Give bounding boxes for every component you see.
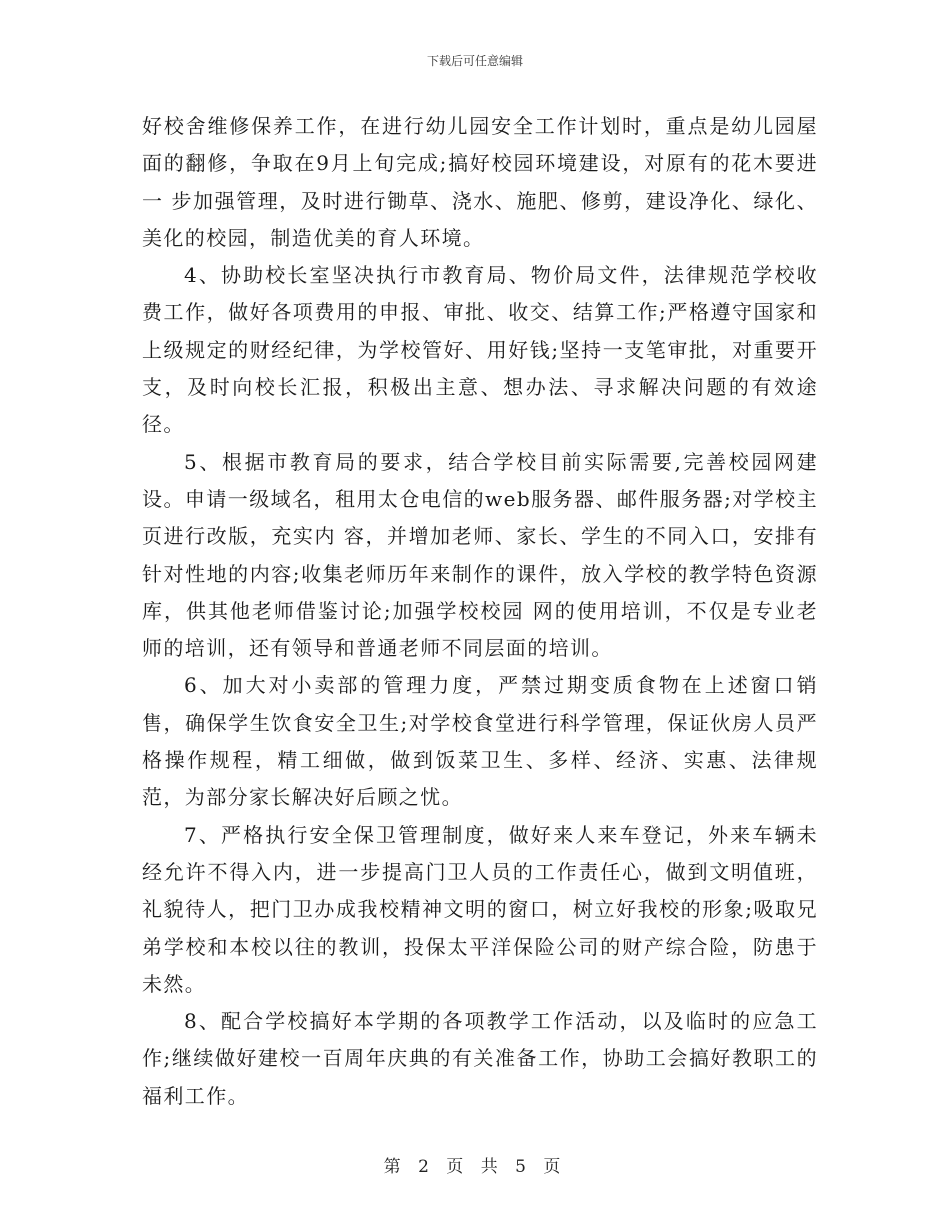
document-body (142, 108, 818, 1115)
paragraph-item-4: 4、协助校长室坚决执行市教育局、物价局文件，法律规范学校收费工作，做好各项费用的申报、审批、收交、结算工作;严格遵守国家和上级规定的财经纪律，为学校管好、用好钱;坚持一支笔审批，对重要开支，及时向校长汇报，积极出主意、想办法、寻求解决问题的有效途径。 (142, 263, 818, 437)
paragraph-item-6: 6、加大对小卖部的管理力度，严禁过期变质食物在上述窗口销售，确保学生饮食安全卫生;对学校食堂进行科学管理，保证伙房人员严格操作规程，精工细做，做到饭菜卫生、多样、经济、实惠、法律规范，为部分家长解决好后顾之忧。 (142, 673, 818, 810)
paragraph-continued: 好校舍维修保养工作，在进行幼儿园安全工作计划时，重点是幼儿园屋面的翻修，争取在9月上旬完成;搞好校园环境建设，对原有的花木要进一 步加强管理，及时进行锄草、浇水、施肥、修剪，建设净化、绿化、美化的校园，制造优美的育人环境。 (142, 114, 818, 250)
page-number-footer: 第 2 页 共 5 页 (383, 1157, 567, 1177)
paragraph-item-7: 7、严格执行安全保卫管理制度，做好来人来车登记，外来车辆未经允许不得入内，进一步提高门卫人员的工作责任心，做到文明值班，礼貌待人，把门卫办成我校精神文明的窗口，树立好我校的形象;吸取兄弟学校和本校以往的教训，投保太平洋保险公司的财产综合险，防患于未然。 (142, 822, 818, 996)
page-header-note: 下载后可任意编辑 (426, 54, 523, 68)
paragraph-item-8: 8、配合学校搞好本学期的各项教学工作活动，以及临时的应急工作;继续做好建校一百周年庆典的有关准备工作，协助工会搞好教职工的福利工作。 (142, 1009, 818, 1108)
paragraph-item-5: 5、根据市教育局的要求，结合学校目前实际需要,完善校园网建设。申请一级域名，租用太仓电信的web服务器、邮件服务器;对学校主页进行改版，充实内 容，并增加老师、家长、学生的不同入口，安排有针对性地的内容;收集老师历年来制作的课件，放入学校的教学特色资源库，供其他老师借鉴讨论;加强学校校园 网的使用培训，不仅是专业老师的培训，还有领导和普通老师不同层面的培训。 (142, 449, 818, 661)
